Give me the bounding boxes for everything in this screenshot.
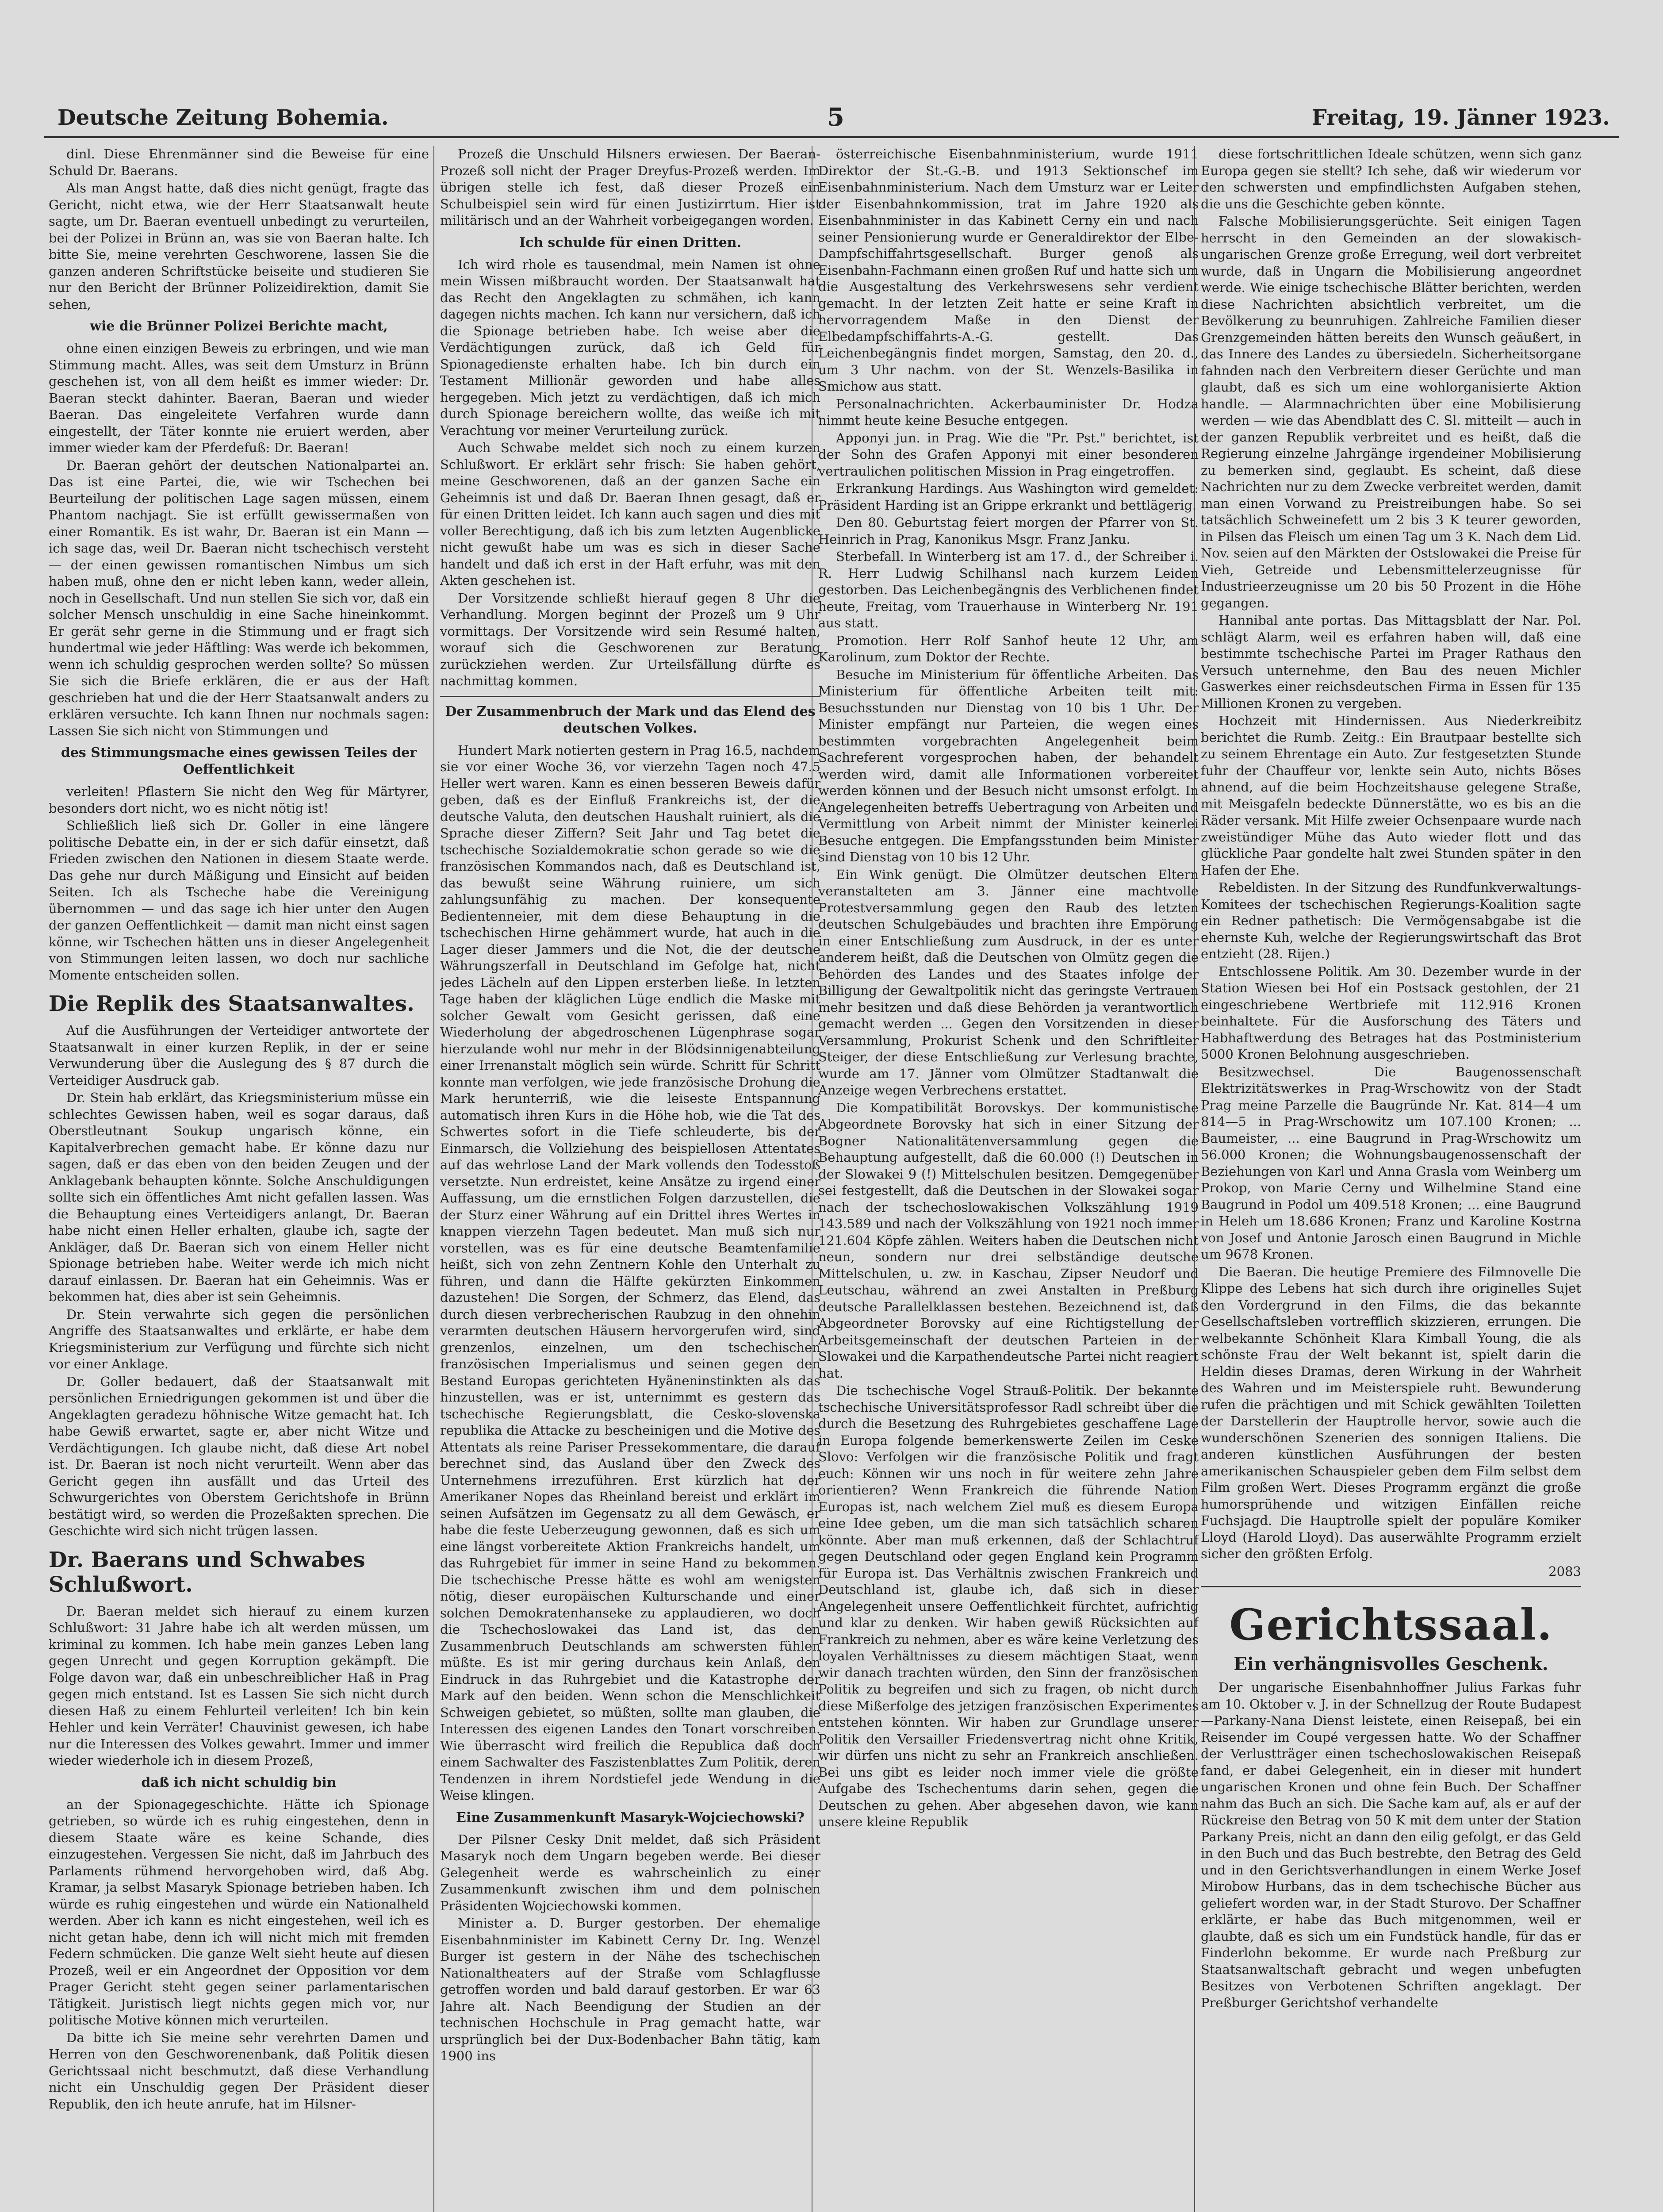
paragraph: Minister a. D. Burger gestorben. Der ehemalige Eisenbahnminister im Kabinett Cerny Dr. Ing. Wenzel Burger ist gestern in der Nähe des tschechischen Nationaltheaters auf der Straße vom Schlagflusse getroffen worden und bald darauf gestorben. Er war 63 Jahre alt. Nach Beendigung der Studien an der technischen Hochschule in Prag gemacht hatte, war ursprünglich bei der Dux-Bodenbacher Bahn tätig, kam 1900 ins	[440, 1916, 820, 2063]
paragraph: Prozeß die Unschuld Hilsners erwiesen. Der Baeran-Prozeß soll nicht der Prager Dreyfus-Prozeß werden. Im übrigen stelle ich fest, daß dieser Prozeß ein Schulbeispiel sein wird für einen Justizirrtum. Hier ist militärisch und an der Wahrheit vorbeigegangen worden.	[440, 146, 820, 228]
paragraph: verleiten! Pflastern Sie nicht den Weg für Märtyrer, besonders dort nicht, wo es nicht nötig ist!	[49, 784, 429, 816]
section-title: Gerichtssaal.	[1229, 1600, 1553, 1650]
subheading: Ich schulde für einen Dritten.	[519, 234, 742, 250]
paragraph: Hundert Mark notierten gestern in Prag 16.5, nachdem sie vor einer Woche 36, vor vierzehn Tagen noch 47.5 Heller wert waren. Kann es einen besseren Beweis dafür geben, daß es der Einfluß Frankreichs ist, der die deutsche Valuta, den deutschen Haushalt ruiniert, als die Sprache dieser Ziffern? Seit Jahr und Tag betet die tschechische Sozialdemokratie schon gerade so wie die französischen Kommandos nach, daß es Deutschland ist, das bewußt seine Währung ruiniere, um sich zahlungsunfähig zu machen. Der konsequente Bedientenneier, mit dem diese Behauptung in die tschechischen Hirne gehämmert wurde, hat auch in die Lager dieser Jammers und die Not, die der deutsche Währungszerfall in Deutschland im Gefolge hat, nicht jedes Lächeln auf den Lippen ersterben ließe. In letzten Tage haben der kläglichen Lüge endlich die Maske mit solcher Gewalt vom Gesicht gerissen, daß eine Wiederholung der abgedroschenen Lügenphrase sogar hierzulande wohl nur mehr in der Blödsinnigenabteilung einer Irrenanstalt möglich sein würde. Schritt für Schritt konnte man verfolgen, wie jede französische Drohung die Mark herunterriß, wie die leiseste Entspannung automatisch ihren Kurs in die Höhe hob, wie die Tat des Schwertes sofort in die Tiefe schleuderte, bis der Einmarsch, die Vollziehung des beispiellosen Attentates auf das wehrlose Land der Mark vollends den Todesstoß versetzte. Nun erdreistet, keine Ansätze zu irgend einer Auffassung, um die ernstlichen Folgen darzustellen, die der Sturz einer Währung auf ein Drittel ihres Wertes in knappen vierzehn Tagen bedeutet. Man muß sich nur vorstellen, was es für eine deutsche Beamtenfamilie heißt, sich von zehn Zentnern Kohle den Unterhalt zu führen, und dann die Hälfte gekürzten Einkommen dazustehen! Die Sorgen, der Schmerz, das Elend, das durch diesen verbrecherischen Raubzug in den ohnehin verarmten deutschen Häusern hervorgerufen wird, sind grenzenlos, einzelnen, um den tschechischen französischen Imperialismus und seinen gegen den Bestand Europas gerichteten Hyäneninstinkten als das hinzustellen, was er ist, unternimmt es gestern das tschechische Regierungsblatt, die Cesko-slovenska republika die Attacke zu bescheinigen und die Motive des Attentats als reine Pariser Pressekommentare, die darauf berechnet sind, das Ausland über den Zweck des Unternehmens irrezuführen. Erst kürzlich hat der Amerikaner Nopes das Rheinland bereist und erklärt im seinen Aufsätzen im Gegensatz zu all dem Gewäsch, er habe die feste Ueberzeugung gewonnen, daß es sich um eine längst vorbereitete Aktion Frankreichs handelt, um das Ruhrgebiet für immer in seine Hand zu bekommen. Die tschechische Presse hätte es wohl am wenigsten nötig, dieser europäischen Kulturschande und einer solchen Demokratenhanseke zu applaudieren, wo doch die Tschechoslowakei das Land ist, das den Zusammenbruch Deutschlands am schwersten fühlen müßte. Es ist mir gering durchaus kein Anlaß, den Eindruck in das Ruhrgebiet und die Katastrophe der Mark auf den beiden. Wenn schon die Menschlichkeit Schweigen gebietet, so müßten, sollte man glauben, die Interessen des eigenen Landes den Tonart vorschreiben. Wie überrascht wird freilich die Republica daß doch einem Sachwalter des Faszistenblattes Zum Politik, deren Tendenzen in ihrem Nordstiefel jede Wendung in die Weise klingen.	[440, 742, 820, 1803]
paragraph: Dr. Baeran meldet sich hierauf zu einem kurzen Schlußwort: 31 Jahre habe ich alt werden müssen, um kriminal zu kommen. Ich habe mein ganzes Leben lang gegen Unrecht und gegen Korruption gekämpft. Die Folge davon war, daß ein unbeschreiblicher Haß in Prag gegen mich entstand. Ist es Lassen Sie sich nicht durch diesen Haß zu einem Fehlurteil verleiten! Ich bin kein Hehler und kein Verräter! Chauvinist gewesen, ich habe nur die Interessen des Volkes gewahrt. Immer und immer wieder wiederhole ich in diesem Prozeß,	[49, 1603, 429, 1768]
paragraph: Ich wird rhole es tausendmal, mein Namen ist ohne mein Wissen mißbraucht worden. Der Staatsanwalt hat das Recht den Angeklagten zu schmähen, ich kann dagegen nichts machen. Ich kann nur versichern, daß ich die Spionage betrieben habe. Ich weise aber die Verdächtigungen zurück, daß ich Geld für Spionagedienste erhalten habe. Ich bin durch ein Testament Millionär geworden und habe alles hergegeben. Mich jetzt zu verdächtigen, daß ich mich durch Spionage bereichern wollte, das weiße ich mit Verachtung vor meiner Verurteilung zurück.	[440, 257, 820, 438]
column-2	[440, 146, 820, 2212]
emphasis-line: des Stimmungsmache eines gewissen Teiles der Oeffentlichkeit	[61, 745, 417, 777]
paragraph: Apponyi jun. in Prag. Wie die "Pr. Pst." berichtet, ist der Sohn des Grafen Apponyi mit einer besonderen vertraulichen politischen Mission in Prag eingetroffen.	[818, 430, 1199, 479]
paragraph: Erkrankung Hardings. Aus Washington wird gemeldet: Präsident Harding ist an Grippe erkrankt und bettlägerig.	[818, 481, 1199, 513]
paragraph: Dr. Stein verwahrte sich gegen die persönlichen Angriffe des Staatsanwaltes und erklärte, er habe dem Kriegsministerium zur Verfügung und fürchte sich nicht vor einer Anklage.	[49, 1306, 429, 1371]
paragraph: diese fortschrittlichen Ideale schützen, wenn sich ganz Europa gegen sie stellt? Ich sehe, daß wir wiederum vor den schwersten und empfindlichsten Aufgaben stehen, die uns die Geschichte geben könnte.	[1201, 146, 1581, 211]
newspaper-title: Deutsche Zeitung Bohemia.	[57, 105, 389, 130]
paragraph: Auch Schwabe meldet sich noch zu einem kurzen Schlußwort. Er erklärt sehr frisch: Sie haben gehört, meine Geschworenen, daß an der ganzen Sache ein Geheimnis ist und daß Dr. Baeran Ihnen gesagt, daß er für einen Dritten leidet. Ich kann auch sagen und dies mit voller Berechtigung, daß ich bis zum letzten Augenblicke nicht gewußt habe um was es sich in dieser Sache handelt und daß ich erst in der Haft erfuhr, was mit den Akten geschehen ist.	[440, 440, 820, 588]
article-heading: Der Zusammenbruch der Mark und das Elend des deutschen Volkes.	[445, 703, 816, 736]
paragraph: Ein Wink genügt. Die Olmützer deutschen Eltern veranstalteten am 3. Jänner eine machtvolle Protestversammlung gegen den Raub des letzten deutschen Schulgebäudes und brachten ihre Empörung in einer Entschließung zum Ausdruck, in der es unter anderem heißt, daß die Deutschen von Olmütz gegen die Behörden des Landes und des Staates infolge der Billigung der Gewaltpolitik nicht das geringste Vertrauen mehr besitzen und daß diese Behörden ja verantwortlich gemacht werden ... Gegen den Vorsitzenden in dieser Versammlung, Prokurist Schenk und den Schriftleiter Steiger, der diese Entschließung zur Verlesung brachte, wurde am 17. Jänner vom Olmützer Stadtanwalt die Anzeige wegen Verbrechens erstattet.	[818, 867, 1199, 1098]
paragraph: Die tschechische Vogel Strauß-Politik. Der bekannte tschechische Universitätsprofessor Radl schreibt über die durch die Besetzung des Ruhrgebietes geschaffene Lage in Europa folgende bemerkenswerte Zeilen im Ceske Slovo: Verfolgen wir die französische Politik und fragt euch: Können wir uns noch in für weitere zehn Jahre orientieren? Wenn Frankreich die führende Nation Europas ist, nach welchem Ziel muß es diesem Europa eine Idee geben, um die man sich tatsächlich scharen könnte. Aber man muß erkennen, daß der Schlachtruf gegen Deutschland oder gegen England kein Programm für Europa ist. Das Verhältnis zwischen Frankreich und Deutschland ist, glaube ich, daß sich in dieser Angelegenheit unsere Oeffentlichkeit fürchtet, aufrichtig und klar zu denken. Wir haben gewiß Rücksichten auf Frankreich zu nehmen, aber es wäre keine Verletzung des loyalen Verhältnisses zu diesem mächtigen Staat, wenn wir danach trachten würden, den Sinn der französischen Politik zu begreifen und sich zu fragen, ob nicht durch diese Mißerfolge des jetzigen französischen Experimentes entstehen könnten. Wir haben zur Grundlage unserer Politik den Versailler Friedensvertrag nicht ohne Kritik, wir dürfen uns nicht zu sehr an Frankreich anschließen. Bei uns gibt es leider noch immer viele die größte Aufgabe des Tschechentums darin sehen, gegen die Deutschen zu gehen. Aber abgesehen davon, wie kann unsere kleine Republik	[818, 1383, 1199, 1829]
paragraph: Personalnachrichten. Ackerbauminister Dr. Hodza nimmt heute keine Besuche entgegen.	[818, 396, 1199, 428]
column-1	[49, 146, 429, 2212]
paragraph: Promotion. Herr Rolf Sanhof heute 12 Uhr, am Karolinum, zum Doktor der Rechte.	[818, 633, 1199, 664]
paragraph: Rebeldisten. In der Sitzung des Rundfunkverwaltungs-Komitees der tschechischen Regierungs-Koalition sagte ein Redner pathetisch: Die Vermögensabgabe ist die ehernste Kuh, welche der Regierungswirtschaft das Brot entzieht (28. Rijen.)	[1201, 880, 1581, 961]
paragraph: ohne einen einzigen Beweis zu erbringen, und wie man Stimmung macht. Alles, was seit dem Umsturz in Brünn geschehen ist, von all dem heißt es immer wieder: Dr. Baeran steckt dahinter. Baeran, Baeran und wieder Baeran. Das eingeleitete Verfahren wurde dann eingestellt, der Täter konnte nie eruiert werden, aber immer wieder kam der Pferdefuß: Dr. Baeran!	[49, 341, 429, 455]
ad-reference-number: 2083	[1548, 1563, 1581, 1579]
article-heading: Ein verhängnisvolles Geschenk.	[1234, 1654, 1548, 1674]
page-number: 5	[827, 103, 844, 132]
article-divider	[440, 696, 820, 697]
section-heading: Dr. Baerans und Schwabes Schlußwort.	[49, 1547, 365, 1597]
paragraph: Da bitte ich Sie meine sehr verehrten Damen und Herren von den Geschworenenbank, daß Politik diesen Gerichtssaal nicht beschmutzt, daß diese Verhandlung nicht ein Unschuldig gegen Der Präsident dieser Republik, den ich heute anrufe, hat im Hilsner-	[49, 2030, 429, 2112]
paragraph: Hannibal ante portas. Das Mittagsblatt der Nar. Pol. schlägt Alarm, weil es erfahren haben will, daß eine bestimmte tschechische Partei im Prager Rathaus den Versuch unternehme, den Bau des neuen Michler Gaswerkes einer reichsdeutschen Firma in Essen für 135 Millionen Kronen zu vergeben.	[1201, 613, 1581, 711]
article-heading: Eine Zusammenkunft Masaryk-Wojciechowski?	[456, 1809, 805, 1825]
paragraph: österreichische Eisenbahnministerium, wurde 1911 Direktor der St.-G.-B. und 1913 Sektionschef im Eisenbahnministerium. Nach dem Umsturz war er Leiter der Eisenbahnkommission, trat im Jahre 1920 als Eisenbahnminister in das Kabinett Cerny ein und nach seiner Pensionierung wurde er Generaldirektor der Elbe-Dampfschiffahrtsgesellschaft. Burger genoß als Eisenbahn-Fachmann einen großen Ruf und hatte sich um die Ausgestaltung des Verkehrswesens sehr verdient gemacht. In der letzten Zeit hatte er seine Kraft in hervorragendem Maße in den Dienst der Elbedampfschiffahrts-A.-G. gestellt. Das Leichenbegängnis findet morgen, Samstag, den 20. d., um 3 Uhr nachm. von der St. Wenzels-Basilika in Smichow aus statt.	[818, 146, 1199, 394]
paragraph: Schließlich ließ sich Dr. Goller in eine längere politische Debatte ein, in der er sich dafür einsetzt, daß Frieden zwischen den Nationen in diesem Staate werde. Das gehe nur durch Mäßigung und Einsicht auf beiden Seiten. Ich als Tscheche habe die Vereinigung übernommen — und das sage ich hier unter den Augen der ganzen Oeffentlichkeit — damit man nicht einst sagen könne, wir Tschechen hätten uns in dieser Angelegenheit von Stimmungen leiten lassen, wo doch nur sachliche Momente entscheiden sollen.	[49, 818, 429, 983]
paragraph: Der Vorsitzende schließt hierauf gegen 8 Uhr die Verhandlung. Morgen beginnt der Prozeß um 9 Uhr vormittags. Der Vorsitzende wird sein Resumé halten, worauf sich die Geschworenen zur Beratung zurückziehen werden. Zur Urteilsfällung dürfte es nachmittag kommen.	[440, 590, 820, 688]
paragraph: Als man Angst hatte, daß dies nicht genügt, fragte das Gericht, nicht etwa, wie der Herr Staatsanwalt heute sagte, um Dr. Baeran eventuell unbedingt zu verurteilen, bei der Polizei in Brünn an, was sie von Baeran halte. Ich bitte Sie, meine verehrten Geschworene, lassen Sie die ganzen anderen Schriftstücke beiseite und studieren Sie nur den Bericht der Brünner Polizeidirektion, damit Sie sehen,	[49, 180, 429, 312]
paragraph: Entschlossene Politik. Am 30. Dezember wurde in der Station Wiesen bei Hof ein Postsack gestohlen, der 21 eingeschriebene Wertbriefe mit 112.916 Kronen beinhaltete. Für die Ausforschung des Täters und Habhaftwerdung des Betrages hat das Postministerium 5000 Kronen Belohnung ausgeschrieben.	[1201, 964, 1581, 1062]
paragraph: Der Pilsner Cesky Dnit meldet, daß sich Präsident Masaryk noch dem Ungarn begeben werde. Bei dieser Gelegenheit werde es wahrscheinlich zu einer Zusammenkunft zwischen ihm und dem polnischen Präsidenten Wojciechowski kommen.	[440, 1832, 820, 1913]
paragraph: an der Spionagegeschichte. Hätte ich Spionage getrieben, so würde ich es ruhig eingestehen, denn in diesem Staate wäre es keine Schande, dies einzugestehen. Vergessen Sie nicht, daß im Jahrbuch des Parlaments rühmend hervorgehoben wird, daß Abg. Kramar, ja selbst Masaryk Spionage betrieben haben. Ich würde es ruhig eingestehen und würde ein Nationalheld werden. Aber ich kann es nicht eingestehen, weil ich es nicht getan habe, denn ich will nicht mich mit fremden Federn schmücken. Die ganze Welt sieht heute auf diesen Prozeß, weil er ein Angeordnet der Opposition vor dem Prager Gericht steht gegen seiner parlamentarischen Tätigkeit. Juristisch liegt nichts gegen mich vor, nur politische Motive können mich verurteilen.	[49, 1797, 429, 2028]
emphasis-line: wie die Brünner Polizei Berichte macht,	[90, 319, 388, 334]
paragraph: Die Kompatibilität Borovskys. Der kommunistische Abgeordnete Borovsky hat sich in einer Sitzung der Bogner Nationalitätenversammlung gegen die Behauptung aufgestellt, daß die 60.000 (!) Deutschen in der Slowakei 9 (!) Mittelschulen besitzen. Demgegenüber sei festgestellt, daß die Deutschen in der Slowakei sogar nach der tschechoslowakischen Volkszählung 1919 143.589 und nach der Volkszählung von 1921 noch immer 121.604 Köpfe zählen. Weiters haben die Deutschen nicht neun, sondern nur drei selbständige deutsche Mittelschulen, u. zw. in Kaschau, Zipser Neudorf und Leutschau, während an zwei Anstalten in Preßburg deutsche Parallelklassen bestehen. Bezeichnend ist, daß Abgeordneter Borovsky auf eine Richtigstellung der Arbeitsgemeinschaft der deutschen Parteien in der Slowakei und die Karpathendeutsche Partei nicht reagiert hat.	[818, 1100, 1199, 1381]
paragraph: Falsche Mobilisierungsgerüchte. Seit einigen Tagen herrscht in den Gemeinden an der slowakisch-ungarischen Grenze große Erregung, weil dort verbreitet wurde, daß in Ungarn die Mobilisierung angeordnet werde. Wie einige tschechische Blätter berichten, werden diese Nachrichten absichtlich verbreitet, um die Bevölkerung zu beunruhigen. Zahlreiche Familien dieser Grenzgemeinden hätten bereits den Wunsch geäußert, in das Innere des Landes zu übersiedeln. Sicherheitsorgane fahnden nach den Verbreitern dieser Gerüchte und man glaubt, daß es sich um eine wohlorganisierte Aktion handle. — Alarmnachrichten über eine Mobilisierung werden — wie das Abendblatt des C. Sl. mitteilt — auch in der ganzen Republik verbreitet und es heißt, daß die Regierung einzelne Jahrgänge irgendeiner Mobilisierung zu bemerken sind, geglaubt. Es scheint, daß diese Nachrichten nur zu dem Zwecke verbreitet werden, damit man einen Vorwand zu Preistreibungen habe. So sei tatsächlich Schweinefett um 2 bis 3 K teurer geworden, in Pilsen das Fleisch um einen Tag um 3 K. Nach dem Lid. Nov. seien auf den Märkten der Ostslowakei die Preise für Vieh, Getreide und Lebensmittelerzeugnisse für Industrieerzeugnisse um 20 bis 50 Prozent in die Höhe gegangen.	[1201, 214, 1581, 611]
paragraph: Der ungarische Eisenbahnhoffner Julius Farkas fuhr am 10. Oktober v. J. in der Schnellzug der Route Budapest—Parkany-Nana Dienst leistete, einen Reisepaß, bei ein Reisender im Coupé vergessen hatte. Wo der Schaffner der Verlustträger einen tschechoslowakischen Reisepaß fand, er dabei Gelegenheit, ein in dieser mit hundert ungarischen Kronen und ohne fein Buch. Der Schaffner nahm das Buch an sich. Die Sache kam auf, als er auf der Rückreise den Betrag von 50 K mit dem unter der Station Parkany Preis, nicht an dann den eilig gefolgt, er das Geld in den Buch und das Buch bestrebte, den Betrag des Geld und in den Gerichtsverhandlungen in einem Werke Josef Mirobow Hurbans, das in dem tschechische Bücher aus geliefert worden war, in der Stadt Sturovo. Der Schaffner erklärte, er habe das Buch mitgenommen, weil er glaubte, daß es sich um ein Fundstück handle, für das er Finderlohn bekomme. Er wurde nach Preßburg zur Staatsanwaltschaft gebracht und wegen unbefugten Besitzes von Verbotenen Schriften angeklagt. Der Preßburger Gerichtshof verhandelte	[1201, 1680, 1581, 2010]
issue-date: Freitag, 19. Jänner 1923.	[1311, 105, 1610, 130]
paragraph: dinl. Diese Ehrenmänner sind die Beweise für eine Schuld Dr. Baerans.	[49, 146, 429, 178]
emphasis-line: daß ich nicht schuldig bin	[141, 1774, 337, 1790]
paragraph: Dr. Baeran gehört der deutschen Nationalpartei an. Das ist eine Partei, die, wie wir Tschechen bei Beurteilung der politischen Lage sagen müssen, einem Phantom nachjagt. Sie ist erfüllt gewissermaßen von einer Romantik. Es ist wahr, Dr. Baeran ist ein Mann — ich sage das, weil Dr. Baeran nicht tschechisch versteht — der einen gewissen romantischen Nimbus um sich haben muß, ohne den er nicht leben kann, weder allein, noch in Gesellschaft. Und nun stellen Sie sich vor, daß ein solcher Mensch unschuldig in eine Sache hineinkommt. Er gerät sehr gerne in die Stimmung und er fragt sich hundertmal wie jeder Häftling: Was werde ich bekommen, wenn ich schuldig gesprochen werden sollte? So müssen Sie sich die Briefe erklären, die er aus der Haft geschrieben hat und die der Herr Staatsanwalt anders zu erklären versuchte. Ich kann Ihnen nur nochmals sagen: Lassen Sie sich nicht von Stimmungen und	[49, 457, 429, 738]
column-4	[1201, 146, 1581, 2212]
paragraph: Den 80. Geburtstag feiert morgen der Pfarrer von St. Heinrich in Prag, Kanonikus Msgr. Franz Janku.	[818, 515, 1199, 547]
paragraph: Besitzwechsel. Die Baugenossenschaft Elektrizitätswerkes in Prag-Wrschowitz von der Stadt Prag meine Parzelle die Baugründe Nr. Kat. 814—4 um 814—5 in Prag-Wrschowitz um 107.100 Kronen; ... Baumeister, ... eine Baugrund in Prag-Wrschowitz um 56.000 Kronen; die Wohnungsbaugenossenschaft der Beziehungen von Karl und Anna Grasla vom Weinberg um Prokop, von Marie Cerny und Wilhelmine Stand eine Baugrund in Podol um 409.518 Kronen; ... eine Baugrund in Heleh um 18.686 Kronen; Franz und Karoline Kostrna von Josef und Antonie Jarosch einen Baugrund in Michle um 9678 Kronen.	[1201, 1064, 1581, 1262]
paragraph: Dr. Goller bedauert, daß der Staatsanwalt mit persönlichen Erniedrigungen gekommen ist und über die Angeklagten geradezu höhnische Witze gemacht hat. Ich habe Gewiß erwartet, sagte er, aber nicht Witze und Verdächtigungen. Ich glaube nicht, daß diese Art nobel ist. Dr. Baeran ist noch nicht verurteilt. Wenn aber das Gericht gegen ihn ausfällt und das Urteil des Schwurgerichtes von Oberstem Gerichtshofe in Brünn bestätigt wird, so werden die Prozeßakten sprechen. Die Geschichte wird sich nicht trügen lassen.	[49, 1374, 429, 1538]
paragraph: Die Baeran. Die heutige Premiere des Filmnovelle Die Klippe des Lebens hat sich durch ihre originelles Sujet den Vordergrund in den Films, die das bekannte Gesellschaftsleben vortrefflich skizzieren, errungen. Die welbekannte Schönheit Klara Kimball Young, die als schönste Frau der Welt bekannt ist, spielt darin die Heldin dieses Dramas, deren Wirkung in der Wahrheit des Wahren und im Meisterspiele ruht. Bewunderung rufen die prächtigen und mit Schick gewählten Toiletten der Darstellerin der Hauptrolle hervor, sowie auch die wunderschönen Szenerien des sonnigen Italiens. Die anderen künstlichen Ausführungen der besten amerikanischen Schauspieler geben dem Film selbst dem Film großen Wert. Dieses Programm ergänzt die große humorsprühende und witzigen Einfällen reiche Fuchsjagd. Die Hauptrolle spielt der populäre Komiker Lloyd (Harold Lloyd). Das auserwählte Programm erzielt sicher den größten Erfolg.	[1201, 1264, 1581, 1561]
paragraph: Sterbefall. In Winterberg ist am 17. d., der Schreiber i. R. Herr Ludwig Schilhansl nach kurzem Leiden gestorben. Das Leichenbegängnis des Verblichenen findet heute, Freitag, vom Trauerhause in Winterberg Nr. 191 aus statt.	[818, 549, 1199, 630]
page-header	[44, 105, 1619, 138]
column-3	[818, 146, 1199, 2212]
paragraph: Hochzeit mit Hindernissen. Aus Niederkreibitz berichtet die Rumb. Zeitg.: Ein Brautpaar bestellte sich zu seinem Ehrentage ein Auto. Zur festgesetzten Stunde fuhr der Chauffeur vor, lenkte sein Auto, nichts Böses ahnend, auf die beim Hochzeitshause gelegene Straße, mit Meisgafeln bedeckte Dünnerstätte, wo es bis an die Räder versank. Mit Hilfe zweier Ochsenpaare wurde nach zweistündiger Mühe das Auto wieder flott und das glückliche Paar gondelte halt zwei Stunden später in den Hafen der Ehe.	[1201, 713, 1581, 878]
paragraph: Dr. Stein hab erklärt, das Kriegsministerium müsse ein schlechtes Gewissen haben, weil es sogar daraus, daß Oberstleutnant Soukup ungarisch könne, ein Kapitalverbrechen gemacht habe. Er könne dazu nur sagen, daß er das eben von den beiden Zeugen und der Anklagebank behaupten könnte. Solche Anschuldigungen sollte sich ein öffentliches Amt nicht gefallen lassen. Was die Behauptung eines Verteidigers anlangt, Dr. Baeran habe nicht einen Heller erhalten, glaube ich, sagte der Ankläger, daß Dr. Baeran sich von einem Heller nicht Spionage betrieben habe. Weiter werde ich mich nicht darauf einlassen. Dr. Baeran hat ein Geheimnis. Was er bekommen hat, dies aber ist sein Geheimnis.	[49, 1090, 429, 1304]
column-divider	[433, 146, 434, 2212]
paragraph: Auf die Ausführungen der Verteidiger antwortete der Staatsanwalt in einer kurzen Replik, in der er seine Verwunderung über die Auslegung des § 87 durch die Verteidiger Ausdruck gab.	[49, 1023, 429, 1088]
section-divider	[1201, 1586, 1581, 1587]
paragraph: Besuche im Ministerium für öffentliche Arbeiten. Das Ministerium für öffentliche Arbeiten teilt mit: Besuchsstunden nur Dienstag von 10 bis 1 Uhr. Der Minister empfängt nur Parteien, die wegen eines bestimmten vorgebrachten Angelegenheit beim Sachreferent vorgesprochen haben, der behandelt werden wird, damit alle Informationen vorbereitet werden können und der Besuch nicht umsonst erfolgt. In Angelegenheiten betreffs Uebertragung von Arbeiten und Vermittlung von Arbeit nimmt der Minister keinerlei Besuche entgegen. Die Empfangsstunden beim Minister sind Dienstag von 10 bis 12 Uhr.	[818, 667, 1199, 864]
section-heading: Die Replik des Staatsanwaltes.	[49, 991, 414, 1016]
